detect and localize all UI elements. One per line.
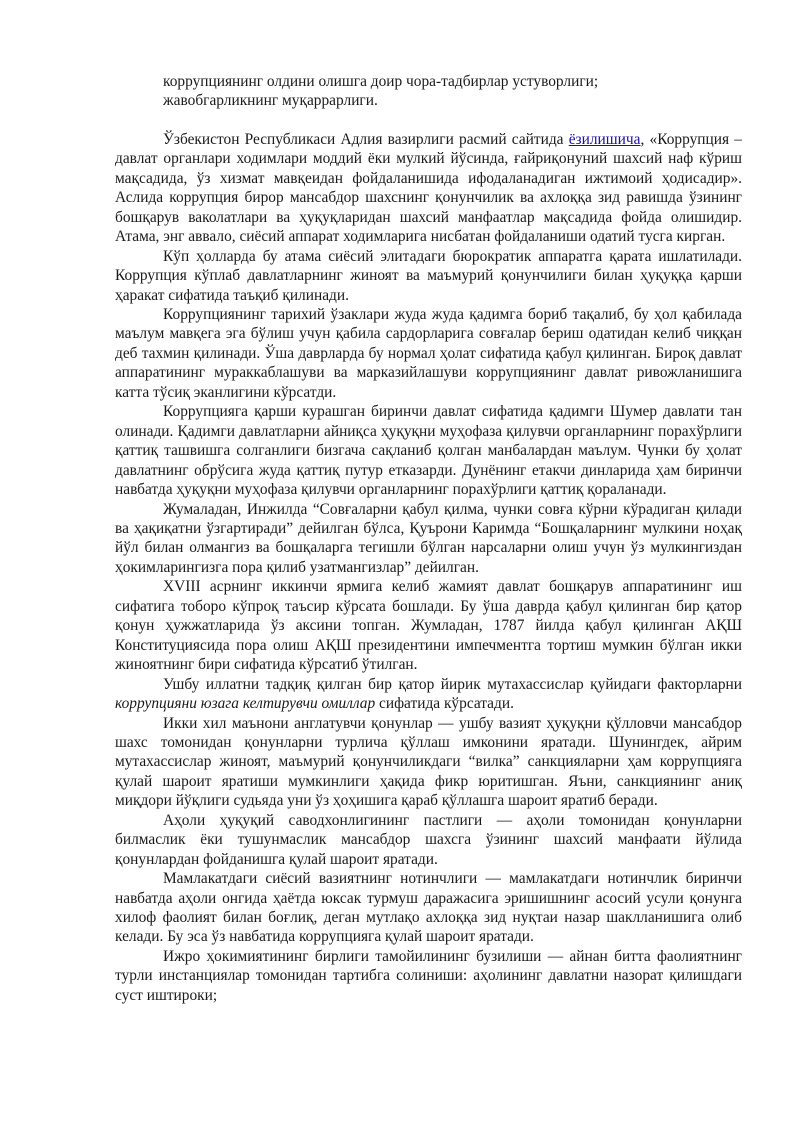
paragraph-text: сифатида кўрсатади.	[375, 695, 514, 713]
paragraph: Икки хил маънони англатувчи қонунлар — ушбу вазият ҳуқуқни қўлловчи мансабдор шахс томонидан қонунларни турлича қўллаш имконини яратади. Шунингдек, айрим мутахассислар жиноят, маъмурий қонунчиликдаги “вилка” санкцияларни ҳам коррупцияга қулай шароит яратиши мумкинлиги ҳақида фикр юритишган. Яъни, санкциянинг аниқ миқдори йўқлиги судьяда уни ўз ҳоҳишига қараб қўллашга шароит яратиб беради.	[115, 714, 742, 810]
paragraph: Мамлакатдаги сиёсий вазиятнинг нотинчлиги — мамлакатдаги нотинчлик биринчи навбатда аҳоли онгида ҳаётда юксак турмуш даражасига эришишнинг асосий усули қонунга хилоф фаолият билан боғлиқ, деган мутлақо ахлоққа зид нуқтаи назар шаклланишига олиб келади. Бу эса ўз навбатида коррупцияга қулай шароит яратади.	[115, 870, 742, 946]
document-page	[115, 72, 742, 1005]
paragraph: Коррупциянинг тарихий ўзаклари жуда жуда қадимга бориб тақалиб, бу ҳол қабилада маълум мавқега эга бўлиш учун қабила сардорларига совғалар бериш одатидан келиб чиққан деб тахмин қилинади. Ўша даврларда бу нормал ҳолат сифатида қабул қилинган. Бироқ давлат аппаратининг мураккаблашуви ва марказийлашуви коррупциянинг давлат ривожланишига катта тўсиқ эканлигини кўрсатди.	[115, 305, 742, 401]
emphasized-text: коррупцияни юзага келтирувчи омиллар	[115, 695, 376, 713]
paragraph: Коррупцияга қарши курашган биринчи давлат сифатида қадимги Шумер давлати тан олинади. Қадимги давлатларни айниқса ҳуқуқни муҳофаза қилувчи органларнинг порахўрлиги қаттиқ ташвишга солганлиги бизгача сақланиб қолган манбалардан маълум. Чунки бу ҳолат давлатнинг обрўсига жуда қаттиқ путур етказарди. Дунёнинг етакчи динларида ҳам биринчи навбатда ҳуқуқни муҳофаза қилувчи органларнинг порахўрлиги қаттиқ қораланади.	[115, 403, 742, 499]
list-item: жавобгарликнинг муқаррарлиги.	[163, 92, 378, 110]
paragraph: Жумаладан, Инжилда “Совғаларни қабул қилма, чунки совға кўрни кўрадиган қилади ва ҳақиқатни ўзгартиради” дейилган бўлса, Қуърони Каримда “Бошқаларнинг мулкини ноҳақ йўл билан олмангиз ва бошқаларга тегишли бўлган нарсаларни олиш учун ўз мулкингиздан ҳокимларингизга пора қилиб узатмангизлар” дейилган.	[115, 500, 742, 576]
paragraph-gap	[115, 111, 742, 130]
paragraph-text: Ўзбекистон Республикаси Адлия вазирлиги расмий сайтида	[163, 130, 569, 148]
list-item: коррупциянинг олдини олишга доир чора-тадбирлар устуворлиги;	[163, 73, 599, 90]
source-link[interactable]: ёзилишича	[568, 130, 641, 148]
paragraph-text: , «Коррупция – давлат органлари ходимлари моддий ёки мулкий йўсинда, ғайриқонуний шахсий наф кўриш мақсадида, ўз хизмат мавқеидан фойдаланишида ифодаланадиган ижтимоий ҳодисадир». Аслида коррупция бирор мансабдор шахснинг қонунчилик ва ахлоққа зид равишда ўзининг бошқарув ваколатлари ва ҳуқуқларидан шахсий манфаатлар мақсадида фойда олишидир. Атама, энг аввало, сиёсий аппарат ходимларига нисбатан фойдаланиши одатий тусга кирган.	[115, 130, 742, 246]
paragraph: Ижро ҳокимиятининг бирлиги тамойилининг бузилиши — айнан битта фаолиятнинг турли инстанциялар томонидан тартибга солиниши: аҳолининг давлатни назорат қилишдаги суст иштироки;	[115, 947, 742, 1004]
paragraph-definition	[115, 130, 742, 247]
paragraph: Кўп ҳолларда бу атама сиёсий элитадаги бюрократик аппаратга қарата ишлатилади. Коррупция кўплаб давлатларнинг жиноят ва маъмурий қонунчилиги билан ҳуқуққа қарши ҳаракат сифатида таъқиб қилинади.	[115, 247, 742, 304]
paragraph-factors	[115, 675, 742, 714]
paragraph: XVIII асрнинг иккинчи ярмига келиб жамият давлат бошқарув аппаратининг иш сифатига тоборо кўпроқ таъсир кўрсата бошлади. Бу ўша даврда қабул қилинган бир қатор қонун ҳужжатларида ўз аксини топган. Жумладан, 1787 йилда қабул қилинган АҚШ Конституциясида пора олиш АҚШ президентини импечментга тортиш мумкин бўлган икки жиноятнинг бири сифатида кўрсатиб ўтилган.	[115, 578, 742, 674]
paragraph-text: Ушбу иллатни тадқиқ қилган бир қатор йирик мутахассислар қуйидаги факторларни	[163, 675, 742, 693]
paragraph: Аҳоли ҳуқуқий саводхонлигининг пастлиги — аҳоли томонидан қонунларни билмаслик ёки тушунмаслик мансабдор шахсга ўзининг шахсий манфаати йўлида қонунлардан фойданишга қулай шароит яратади.	[115, 811, 742, 868]
